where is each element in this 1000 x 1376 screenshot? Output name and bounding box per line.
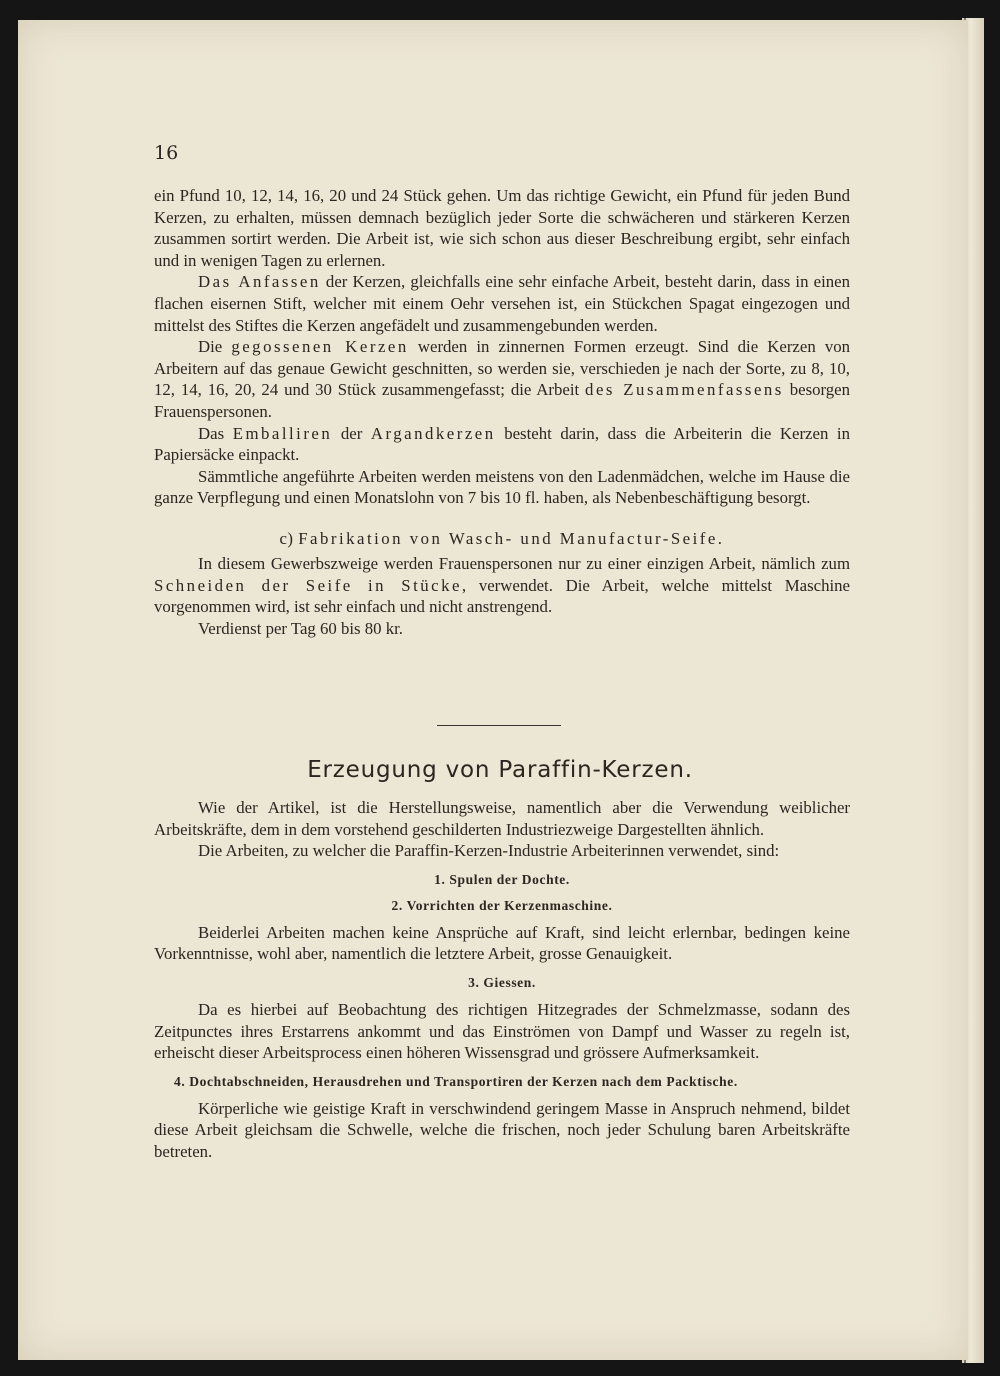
paragraph-text: In diesem Gewerbszweige werden Frauenspersonen nur zu einer einzigen Arbeit, nämlich zum <box>198 553 850 573</box>
spaced-term: Das Anfassen <box>198 272 321 292</box>
subsection-text: von Wasch- und Manufactur-Seife. <box>403 528 725 548</box>
list-item-heading: 1. Spulen der Dochte. <box>434 871 570 887</box>
paragraph-text: , verwendet. Die Arbeit, welche mittelst Maschine vorgenommen wird, ist sehr einfach und nicht anstrengend. <box>154 575 850 617</box>
spaced-term: Emballiren <box>232 423 333 443</box>
paragraph-text: Die <box>198 337 232 357</box>
spaced-term: Argandkerzen <box>370 423 496 443</box>
page-number: 16 <box>154 142 179 164</box>
subsection-prefix: c) <box>279 528 299 548</box>
paragraph-text: der <box>332 423 371 443</box>
list-item-heading: 2. Vorrichten der Kerzenmaschine. <box>391 897 613 913</box>
section-heading: Erzeugung von Paraffin-Kerzen. <box>307 757 693 783</box>
paragraph: Da es hierbei auf Beobachtung des richtigen Hitzegrades der Schmelzmasse, sodann des Zeitpunctes ihres Erstarrens ankommt und das Einströmen von Dampf und Wasser zu regeln ist, erheischt dieser Arbeitsprocess einen höheren Wissensgrad und grössere Aufmerksamkeit. <box>154 999 850 1063</box>
spaced-term: des Zusammenfassens <box>585 380 784 400</box>
paragraph: Sämmtliche angeführte Arbeiten werden meistens von den Ladenmädchen, welche im Hause die ganze Verpflegung und einen Monatslohn von 7 bis 10 fl. haben, als Nebenbeschäftigung besorgt. <box>154 466 850 508</box>
spaced-term: Schneiden der Seife in Stücke <box>154 575 462 595</box>
paragraph-text: der Kerzen, gleichfalls eine sehr einfache Arbeit, besteht darin, dass in einen flachen eisernen Stift, welcher mit einem Oehr versehen ist, ein Stückchen Spagat eingezogen und mittelst des Stiftes die Kerzen angefädelt und zusammengebunden werden. <box>154 272 850 335</box>
paragraph: Wie der Artikel, ist die Herstellungsweise, namentlich aber die Verwendung weiblicher Arbeitskräfte, dem in dem vorstehend geschilderten Industriezweige Dargestellten ähnlich. <box>154 798 850 839</box>
paragraph <box>154 553 850 618</box>
body-text-lower <box>154 797 850 1163</box>
list-item-heading: 4. Dochtabschneiden, Herausdrehen und Transportiren der Kerzen nach dem Packtische. <box>174 1073 738 1089</box>
paragraph: Beiderlei Arbeiten machen keine Ansprüche auf Kraft, sind leicht erlernbar, bedingen keine Vorkenntnisse, wohl aber, namentlich die letztere Arbeit, grosse Genauigkeit. <box>154 922 850 964</box>
paragraph: Verdienst per Tag 60 bis 80 kr. <box>198 618 403 638</box>
paragraph: Körperliche wie geistige Kraft in verschwindend geringem Masse in Anspruch nehmend, bildet diese Arbeit gleichsam die Schwelle, welche die frischen, noch jeder Schulung baren Arbeitskräfte betreten. <box>154 1098 850 1161</box>
paragraph-text: besorgen Frauenspersonen. <box>154 380 851 421</box>
spaced-term: gegossenen Kerzen <box>231 337 409 357</box>
paragraph: ein Pfund 10, 12, 14, 16, 20 und 24 Stück gehen. Um das richtige Gewicht, ein Pfund für jeden Bund Kerzen, zu erhalten, müssen demnach bezüglich jeder Sorte die schwächeren und stärkeren Kerzen zusammen sortirt werden. Die Arbeit ist, wie sich schon aus dieser Beschreibung ergibt, sehr einfach und in wenigen Tagen zu erlernen. <box>154 186 850 270</box>
paragraph <box>154 336 850 422</box>
body-text-upper <box>154 185 850 639</box>
paragraph-text: werden in zinnernen Formen erzeugt. Sind die Kerzen von Arbeitern auf das genaue Gewicht geschnitten, so werden sie, verschieden je nach der Sorte, zu 8, 10, 12, 14, 16, 20, 24 und 30 Stück zusammengefasst; die Arbeit <box>154 337 850 400</box>
paragraph: Die Arbeiten, zu welcher die Paraffin-Kerzen-Industrie Arbeiterinnen verwendet, sind: <box>198 841 780 861</box>
section-divider <box>437 725 561 726</box>
spaced-term: Fabrikation <box>298 528 404 548</box>
paragraph-text: Das <box>198 423 233 443</box>
paragraph <box>154 423 850 466</box>
list-item-heading: 3. Giessen. <box>468 974 536 990</box>
paragraph <box>154 271 850 336</box>
subsection-heading <box>154 529 850 549</box>
paragraph-text: besteht darin, dass die Arbeiterin die Kerzen in Papiersäcke einpackt. <box>154 423 850 465</box>
